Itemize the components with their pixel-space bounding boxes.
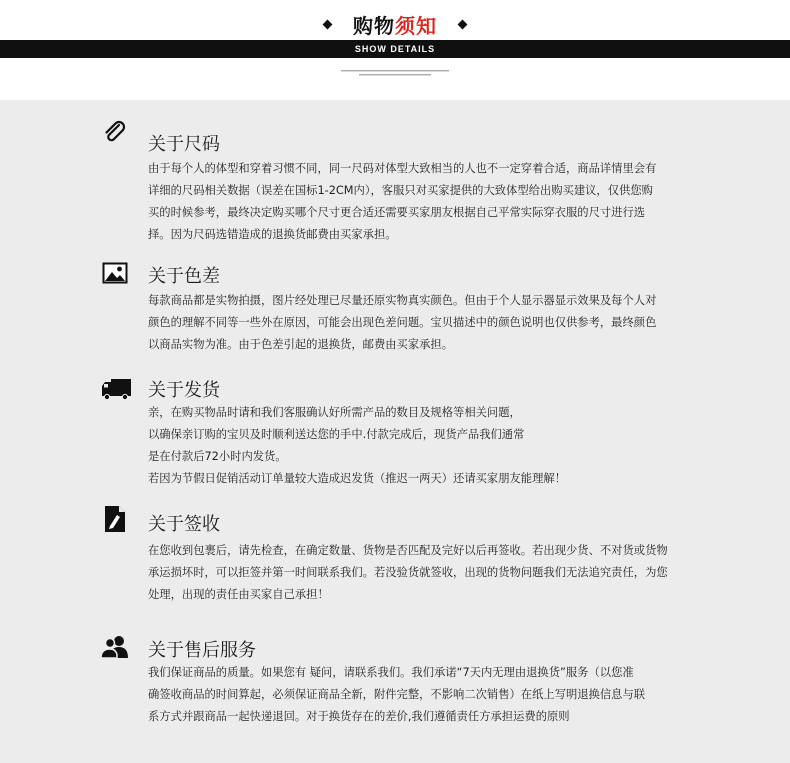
title-row xyxy=(0,8,790,40)
text-line: 是在付款后72小时内发货。 xyxy=(148,450,287,463)
text-line: 以商品实物为准。由于色差引起的退换货，邮费由买家承担。 xyxy=(148,338,454,351)
section-title: 关于签收 xyxy=(148,514,220,535)
fine-print-lines-icon xyxy=(335,68,455,80)
text-line: 每款商品都是实物拍摄，图片经处理已尽量还原实物真实颜色。但由于个人显示器显示效果及每个人对 xyxy=(148,294,657,307)
show-details-bar: SHOW DETAILS xyxy=(0,40,790,58)
section-body xyxy=(148,662,670,728)
text-line: 若因为节假日促销活动订单量较大造成迟发货（推迟一两天）还请买家朋友能理解！ xyxy=(148,472,566,485)
diamond-bullet-left-icon xyxy=(323,19,333,29)
section-body xyxy=(148,290,670,356)
text-line: 确签收商品的时间算起，必须保证商品全新，附件完整，不影响二次销售）在纸上写明退换信息与联 xyxy=(148,688,646,701)
decorative-fine-print xyxy=(0,68,790,82)
signature-icon xyxy=(100,504,130,534)
text-line: 颜色的理解不同等一些外在原因，可能会出现色差问题。宝贝描述中的颜色说明也仅供参考，最终颜色 xyxy=(148,316,657,329)
text-line: 承运损坏时，可以拒签并第一时间联系我们。若没验货就签收，出现的货物问题我们无法追究责任，为您 xyxy=(148,566,668,579)
text-line: 在您收到包裹后，请先检查，在确定数量、货物是否匹配及完好以后再签收。若出现少货、不对货或货物 xyxy=(148,544,668,557)
section-title: 关于发货 xyxy=(148,380,220,401)
text-line: 详细的尺码相关数据（误差在国标1-2CM内），客服只对买家提供的大致体型给出购买建议，仅供您购 xyxy=(148,184,653,197)
text-line: 系方式并跟商品一起快递退回。对于换货存在的差价,我们遵循责任方承担运费的原则 xyxy=(148,710,570,723)
notice-panel xyxy=(0,100,790,763)
section-body xyxy=(148,402,670,490)
text-line: 择。因为尺码选错造成的退换货邮费由买家承担。 xyxy=(148,228,397,241)
diamond-bullet-right-icon xyxy=(458,19,468,29)
text-line: 我们保证商品的质量。如果您有 疑问，请联系我们。我们承诺“7天内无理由退换货”服务（以您准 xyxy=(148,666,634,679)
text-line: 买的时候参考，最终决定购买哪个尺寸更合适还需要买家朋友根据自己平常实际穿衣服的尺寸进行选 xyxy=(148,206,646,219)
page-header xyxy=(0,0,790,100)
section-body xyxy=(148,158,670,246)
section-title: 关于售后服务 xyxy=(148,640,256,661)
section-title: 关于尺码 xyxy=(148,134,220,155)
picture-icon xyxy=(100,258,130,288)
paperclip-icon xyxy=(100,118,130,148)
title-black-part: 购物 xyxy=(353,13,395,38)
section-title: 关于色差 xyxy=(148,266,220,287)
users-icon xyxy=(100,632,130,662)
text-line: 处理，出现的责任由买家自己承担！ xyxy=(148,588,329,601)
text-line: 亲，在购买物品时请和我们客服确认好所需产品的数目及规格等相关问题， xyxy=(148,406,521,419)
page-title xyxy=(353,10,437,39)
text-line: 以确保亲订购的宝贝及时顺利送达您的手中.付款完成后，现货产品我们通常 xyxy=(148,428,525,441)
title-red-part: 须知 xyxy=(395,13,437,38)
truck-icon xyxy=(100,374,134,404)
section-body xyxy=(148,540,670,606)
text-line: 由于每个人的体型和穿着习惯不同，同一尺码对体型大致相当的人也不一定穿着合适，商品详情里会有 xyxy=(148,162,657,175)
